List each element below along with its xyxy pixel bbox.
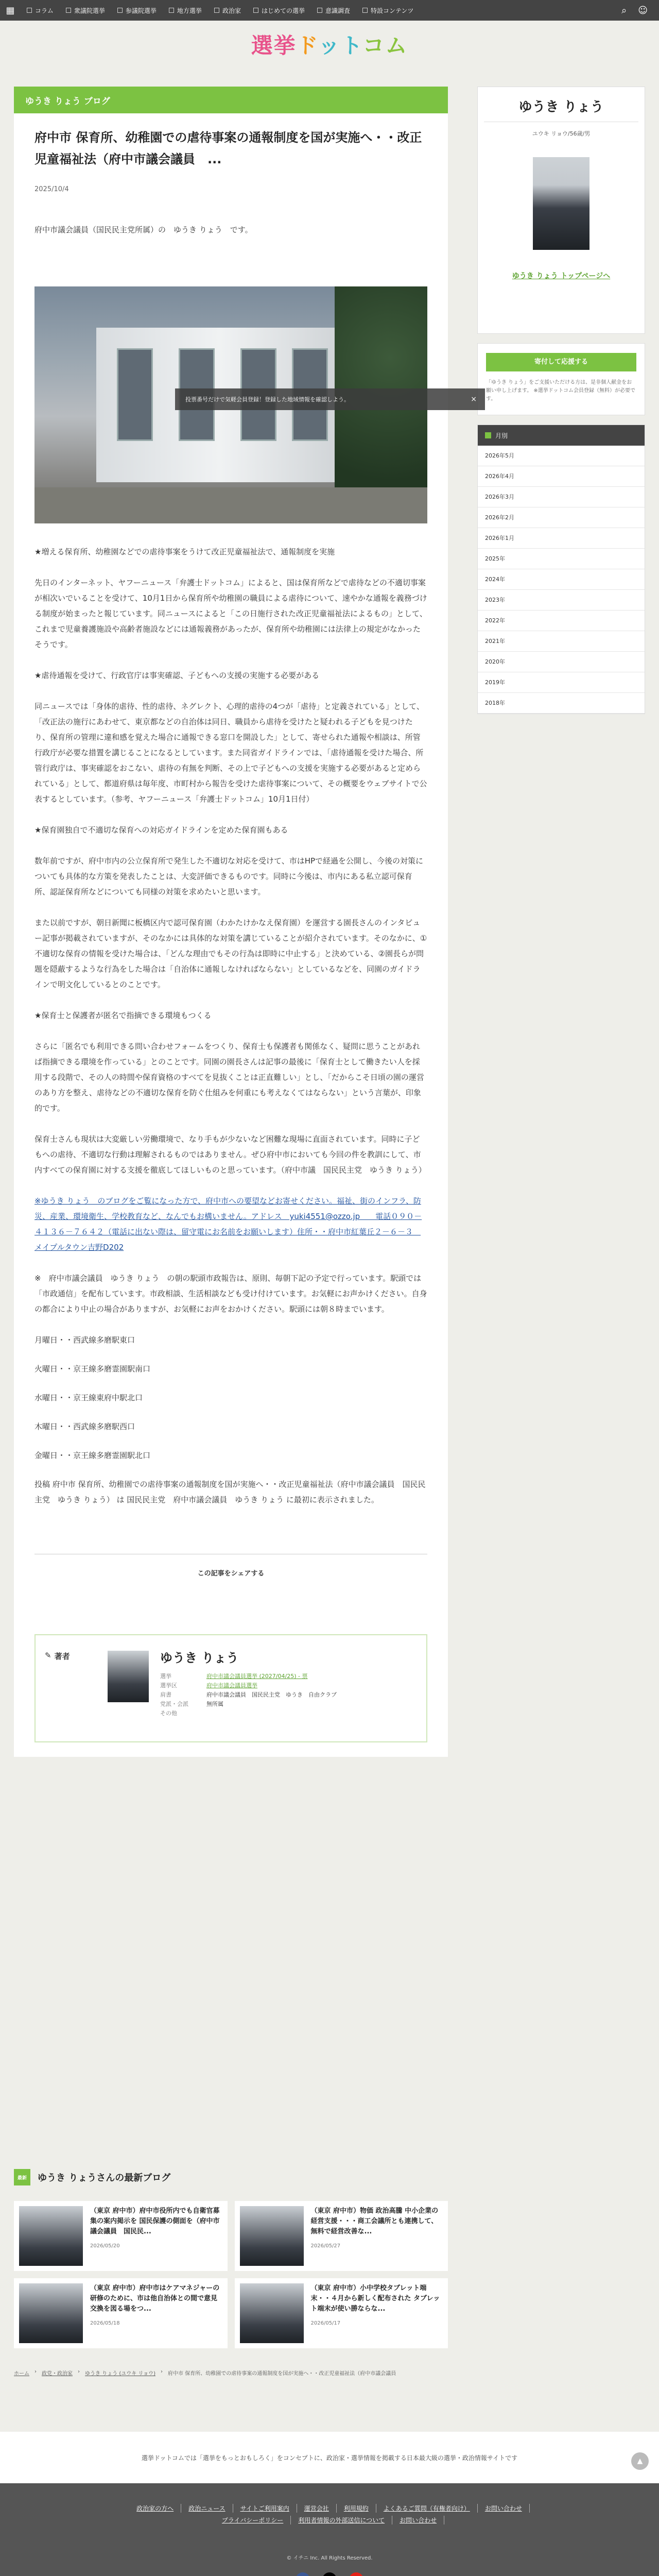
author-name[interactable]: ゆうき りょう	[160, 1651, 239, 1665]
blog-card[interactable]: （東京 府中市）物価 政治高騰 中小企業の経営支援・・・商工会議所とも連携して、無料で経営改善な... 2026/05/27	[235, 2201, 448, 2271]
politicians-icon	[214, 8, 219, 13]
footer	[0, 2483, 659, 2576]
footer-link[interactable]: 政治家の方へ	[129, 2504, 181, 2513]
local-election-icon	[169, 8, 174, 13]
latest-header	[14, 2169, 448, 2185]
archive-item[interactable]: 2018年	[478, 693, 645, 714]
archive-item[interactable]: 2021年	[478, 631, 645, 652]
upper-house-icon	[117, 8, 123, 13]
archive-item[interactable]: 2026年1月	[478, 528, 645, 549]
schedule-item: 金曜日・・京王線多磨霊園駅北口	[34, 1451, 151, 1460]
card-thumbnail	[19, 2206, 83, 2266]
archive-box	[477, 425, 645, 714]
paragraph: ★虐待通報を受けて、行政官庁は事実確認、子どもへの支援の実施する必要がある	[34, 671, 320, 680]
x-icon[interactable]	[322, 2572, 337, 2576]
breadcrumb-current: 府中市 保育所、幼稚園での虐待事案の通報制度を国が実施へ・・改正児童福祉法（府中市議会議員	[168, 2371, 396, 2377]
card-thumbnail	[240, 2206, 304, 2266]
archive-item[interactable]: 2022年	[478, 611, 645, 631]
article-intro: 府中市議会議員（国民民主党所属）の ゆうき りょう です。	[34, 225, 253, 234]
author-label: ✎ 著者	[36, 1635, 108, 1741]
latest-blogs	[14, 2169, 448, 2348]
grid-menu-icon[interactable]: ▦	[6, 5, 15, 16]
paragraph: 先日のインターネット、ヤフーニュース「弁護士ドットコム」によると、国は保育所などで虐待などの不適切事案が相次いでいることを受けて、10月1日から保育所や幼稚園の職員による虐待について、速やかな通報を義務づける制度が始まったと報じています。同ニュースによると「この日施行された改正児童福祉法によるもの」として、これまで児童養護施設や高齢者施設などには通報義務があったが、保育所や幼稚園には法律上の規定がなかったそうです。	[34, 578, 427, 649]
profile-sub: ユウキ リョウ/56歳/男	[532, 130, 591, 137]
card-thumbnail	[19, 2283, 83, 2343]
article-body	[14, 523, 448, 1507]
nav-item-politicians[interactable]: 政治家	[208, 0, 247, 21]
archive-item[interactable]: 2026年2月	[478, 507, 645, 528]
top-navbar	[0, 0, 659, 21]
blog-card[interactable]: （東京 府中市）府中市はケアマネジャーの研修のために、市は他自治体との間で意見交換を図る場をつ... 2026/05/18	[14, 2278, 228, 2348]
author-row: その他	[160, 1710, 177, 1717]
paragraph: ★保育士と保護者が匿名で指摘できる環境もつくる	[34, 1011, 212, 1020]
archive-item[interactable]: 2019年	[478, 672, 645, 693]
archive-item[interactable]: 2023年	[478, 590, 645, 611]
footer-link[interactable]: よくあるご質問（有権者向け）	[376, 2504, 478, 2513]
close-icon[interactable]: ×	[471, 395, 477, 403]
schedule-item: 火曜日・・京王線多磨霊園駅南口	[34, 1364, 151, 1374]
author-row: 選挙 府中市議会議員選挙 (2027/04/25) - 票	[160, 1673, 308, 1680]
paragraph: 数年前ですが、府中市内の公立保育所で発生した不適切な対応を受けて、市はHPで経過を公開し、今後の対策についても具体的な方策を発表したことは、大変評価できるものです。同時に今後は、市内にある私立認可保育所、認証保育所などについても同様の対策を求めたいと思います。	[34, 856, 424, 896]
support-note: 「ゆうき りょう」をご支援いただける方は、是非個人献金をお願い申し上げます。 ※選挙ドットコム会員登録（無料）が必要です。	[486, 380, 635, 402]
survey-icon	[317, 8, 322, 13]
archive-item[interactable]: 2026年5月	[478, 446, 645, 466]
footer-link[interactable]: 政治ニュース	[181, 2504, 233, 2513]
pen-icon: ✎	[45, 1651, 51, 1660]
copyright: © イチニ Inc. All Rights Reserved.	[286, 2555, 373, 2561]
youtube-icon[interactable]	[349, 2572, 363, 2576]
paragraph: 保育士さんも現状は大変厳しい労働環境で、なり手もが少ないなど困難な現場に直面されています。同時に子どもへの虐待、不適切な行動は理解されるものではありません。ぜひ府中市においても今回の件を教訓にして、市内すべての保育園に対する支援を徹底してほしいものと思っています。（府中市議 国民民主党 ゆうき りょう）	[34, 1134, 426, 1175]
nav-item-first-election[interactable]: はじめての選挙	[247, 0, 311, 21]
schedule-item: 水曜日・・京王線東府中駅北口	[34, 1393, 143, 1402]
street-intro: ※ 府中市議会議員 ゆうき りょう の朝の駅頭市政報告は、原則、毎朝下記の予定で行っています。駅頭では「市政通信」を配布しています。市政相談、生活相談なども受け付けています。お気軽にお声かけください。自身の都合により中止の場合がありますが、お気軽にお声をおかけください。駅頭には朝８時までいます。	[34, 1274, 427, 1314]
notice-banner[interactable]: 投票番号だけで気軽会員登録！登録した地域情報を確認しよう。 ×	[175, 388, 485, 410]
footer-link[interactable]: お問い合わせ	[392, 2516, 444, 2524]
calendar-icon	[485, 432, 491, 438]
donate-button[interactable]: 寄付して応援する	[486, 353, 636, 371]
archive-item[interactable]: 2026年4月	[478, 466, 645, 487]
breadcrumb: ホーム › 政党・政治家 › ゆうき りょう (ユウキ リョウ) › 府中市 保育所、幼稚園での虐待事案の通報制度を国が実施へ・・改正児童福祉法（府中市議会議員	[14, 2369, 396, 2377]
latest-title: ゆうき りょうさんの最新ブログ	[38, 2173, 171, 2183]
blog-label: ゆうき りょう ブログ	[14, 87, 448, 113]
archive-item[interactable]: 2025年	[478, 549, 645, 569]
author-row: 肩書 府中市議会議員 国民民主党 ゆうき 自由クラブ	[160, 1691, 337, 1698]
nav-item-special[interactable]: 特設コンテンツ	[356, 0, 420, 21]
nav-item-column[interactable]: コラム	[21, 0, 60, 21]
first-election-icon	[253, 8, 258, 13]
facebook-icon[interactable]	[296, 2572, 310, 2576]
social-links	[0, 2572, 659, 2576]
article-column	[14, 87, 448, 1757]
nav-item-local-election[interactable]: 地方選挙	[163, 0, 208, 21]
scroll-top-icon[interactable]: ▲	[631, 2452, 649, 2470]
card-thumbnail	[240, 2283, 304, 2343]
ground-shape	[34, 487, 427, 523]
archive-item[interactable]: 2026年3月	[478, 487, 645, 507]
footer-link[interactable]: お問い合わせ	[478, 2504, 530, 2513]
paragraph: また以前ですが、朝日新聞に板橋区内で認可保育園（わかたけかなえ保育園）を運営する園長さんのインタビュー記事が掲載されていますが、そのなかには具体的な対策を講じていることが紹介されています。そのなかに、①不適切な保育の情報を受けた場合は、「どんな理由でもその行為は即時に中止する」と決めている、②園長らが問題を隠蔽するような行為をした場合は「自治体に通報しなければならない」としているなどを、同園のガイドラインで明文化しているとのことです。	[34, 918, 427, 989]
author-photo[interactable]	[108, 1651, 149, 1702]
latest-badge: 最新	[14, 2169, 30, 2185]
window-shape	[117, 348, 153, 441]
nav-item-survey[interactable]: 意識調査	[311, 0, 356, 21]
footer-links	[129, 2504, 530, 2524]
author-info	[149, 1635, 426, 1741]
author-box	[34, 1634, 427, 1742]
author-row: 党派・会派 無所属	[160, 1701, 223, 1707]
special-icon	[362, 8, 368, 13]
breadcrumb-politician[interactable]: ゆうき りょう (ユウキ リョウ)	[85, 2371, 156, 2377]
profile-top-link[interactable]: ゆうき りょう トップページへ	[512, 272, 611, 280]
profile-photo[interactable]	[533, 157, 589, 250]
footer-link[interactable]: プライバシーポリシー	[215, 2516, 291, 2524]
street-schedule	[34, 1332, 427, 1463]
archive-header: 月別	[478, 425, 645, 446]
share-label: この記事をシェアする	[197, 1570, 265, 1578]
breadcrumb-party[interactable]: 政党・政治家	[42, 2371, 73, 2377]
site-header	[0, 21, 659, 68]
contact-notice[interactable]: ※ゆうき りょう のブログをご覧になった方で、府中市への要望などお寄せください。福祉、街のインフラ、防災、産業、環境衛生、学校教育など、なんでもお構いません。アドレス yuki4551@ozzo.jp 電話０９０－４１３６－７６４２（電話に出ない際は、留守電にお名前をお願いします）住所・・府中市紅葉丘２－６－３ メイプルタウン吉野D202	[34, 1196, 422, 1252]
paragraph: さらに「匿名でも利用できる問い合わせフォームをつくり、保育士も保護者も関係なく、疑問に思うことがあれば指摘できる環境を作っている」とのことです。同園の園長さんは記事の最後に「保育士として働きたい人を採用する段階で、その人の時間や保育資格のすべてを見抜くことは正直難しい」とし、「だからこそ日頃の園の運営のあり方を整え、虐待などの不適切な保育を防ぐ仕組みを何重にも考えなくてはならない」という言葉が、印象的です。	[34, 1042, 424, 1113]
footer-link[interactable]: 利用者情報の外部送信について	[291, 2516, 392, 2524]
site-logo[interactable]: 選挙ドットコム	[251, 33, 408, 58]
search-icon[interactable]: ⌕	[621, 5, 627, 16]
spacer	[14, 1742, 448, 1757]
column-icon	[27, 8, 32, 13]
blog-card[interactable]: （東京 府中市）府中市役所内でも自衛官募集の案内掲示を 国民保護の側面を（府中市議会議員 国民民... 2026/05/20	[14, 2201, 228, 2271]
profile-name: ゆうき りょう	[484, 87, 638, 122]
sidebar	[477, 87, 645, 714]
footer-link[interactable]: サイトご利用案内	[233, 2504, 297, 2513]
footer-link[interactable]: 運営会社	[297, 2504, 337, 2513]
footer-link[interactable]: 利用規約	[337, 2504, 376, 2513]
nav-item-upper-house[interactable]: 参議院選挙	[111, 0, 163, 21]
paragraph: 同ニュースでは「身体的虐待、性的虐待、ネグレクト、心理的虐待の4つが「虐待」と定義されている」として、「改正法の施行にあわせて、東京都などの自治体は同日、職員から虐待を受けたと疑われる子どもを見つけたり、保育所の管理に違和感を覚えた場合に通報できる窓口を開設した」として、寄せられた通報や相談は、所管行政庁が必要な措置を講じることになるとしています。また同省ガイドラインでは、「虐待通報を受けた場合、所管行政庁は、事実確認をおこない、虐待の有無を判断、その上で子どもへの支援を実施する必要があると定められている」として、都道府県は毎年度、市町村から報告を受けた虐待事案について、その概要をウェブサイトで公表するとしています。（参考、ヤフーニュース「弁護士ドットコム」10月1日付）	[34, 702, 427, 804]
nav-item-lower-house[interactable]: 衆議院選挙	[60, 0, 111, 21]
archive-item[interactable]: 2020年	[478, 652, 645, 672]
post-note: 投稿 府中市 保育所、幼稚園での虐待事案の通報制度を国が実施へ・・改正児童福祉法（府中市議会議員 国民民主党 ゆうき りょう） は 国民民主党 府中市議会議員 ゆうき りょう に最初に表示されました。	[34, 1480, 426, 1504]
latest-cards	[14, 2201, 448, 2348]
breadcrumb-home[interactable]: ホーム	[14, 2371, 29, 2377]
schedule-item: 月曜日・・西武線多磨駅東口	[34, 1335, 135, 1345]
footer-intro: 選挙ドットコムでは「選挙をもっとおもしろく」をコンセプトに、政治家・選挙情報を掲載する日本最大級の選挙・政治情報サイトです ▲	[0, 2432, 659, 2483]
blog-card[interactable]: （東京 府中市）小中学校タブレット端末・・４月から新しく配布された タブレット端末が使い勝ならな... 2026/05/17	[235, 2278, 448, 2348]
support-box	[477, 343, 645, 415]
archive-item[interactable]: 2024年	[478, 569, 645, 590]
paragraph: ★保育園独自で不適切な保育への対応ガイドラインを定めた保育園もある	[34, 825, 288, 835]
lower-house-icon	[66, 8, 71, 13]
user-icon[interactable]: ☺	[638, 5, 648, 16]
schedule-item: 木曜日・・西武線多磨駅西口	[34, 1422, 135, 1431]
paragraph: ★増える保育所、幼稚園などでの虐待事案をうけて改正児童福祉法で、通報制度を実施	[34, 547, 335, 556]
author-row: 選挙区 府中市議会議員選挙	[160, 1682, 257, 1689]
article-title: 府中市 保育所、幼稚園での虐待事案の通報制度を国が実施へ・・改正児童福祉法（府中市議会議員 ...	[34, 130, 422, 166]
article-date: 2025/10/4	[34, 185, 69, 193]
profile-card	[477, 87, 645, 334]
